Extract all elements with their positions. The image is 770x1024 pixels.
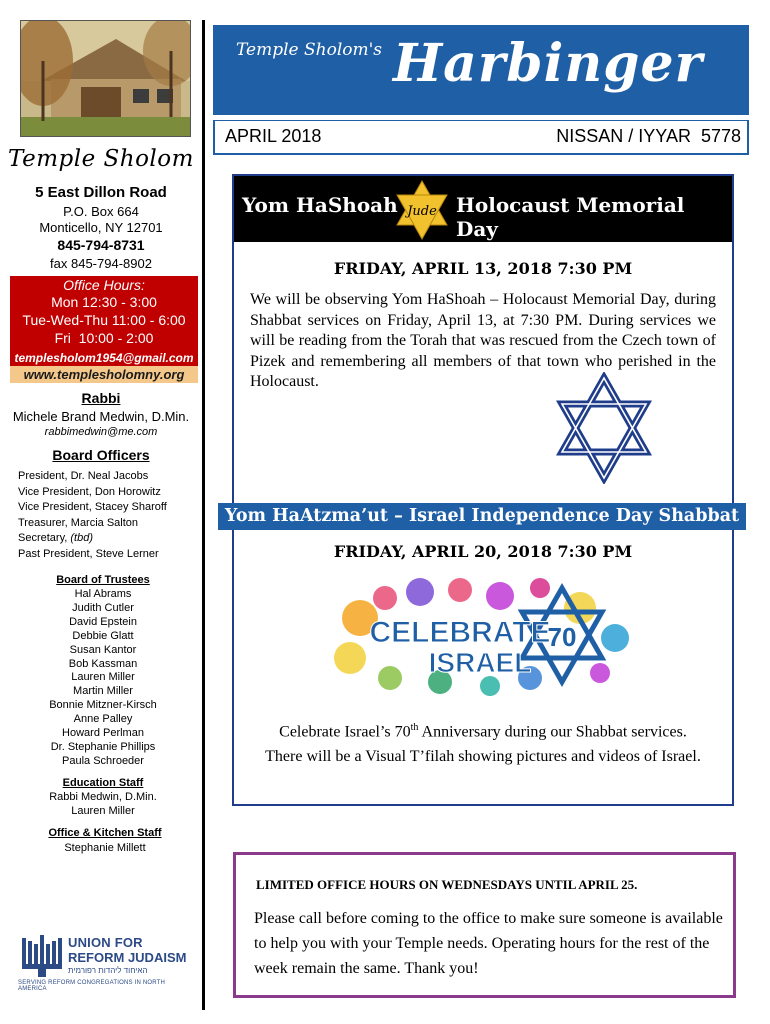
officer-item: Past President, Steve Lerner: [18, 547, 159, 560]
urj-logo-tagline: SERVING REFORM CONGREGATIONS IN NORTH AMERICA: [18, 980, 166, 992]
rabbi-heading: Rabbi: [81, 390, 121, 406]
officer-item: Secretary,: [18, 532, 71, 544]
board-officers-heading: Board Officers: [52, 447, 150, 463]
masthead-subtitle: Temple Sholom's: [236, 40, 383, 60]
address-po-box: P.O. Box 664: [63, 204, 139, 219]
urj-logo-line2: REFORM JUDAISM: [68, 950, 187, 965]
masthead: [213, 25, 749, 115]
urj-logo-hebrew: האיחוד ליהדות רפורמית: [68, 966, 148, 975]
fax-number: fax 845-794-8902: [50, 256, 152, 271]
officer-item-secretary: [18, 531, 200, 547]
yom-haatzmaut-body1-sup: th: [410, 722, 419, 733]
yellow-star-text: Jude: [407, 204, 437, 219]
office-kitchen-staff-list: [0, 842, 210, 854]
office-hours-line: Mon 12:30 - 3:00: [51, 294, 157, 310]
education-staff-heading: Education Staff: [62, 777, 144, 789]
website-link[interactable]: www.templesholomny.org: [10, 366, 198, 383]
yom-haatzmaut-body1-b: Anniversary during our Shabbat services.: [418, 723, 687, 741]
temple-name: Temple Sholom: [8, 146, 194, 172]
secretary-note: (tbd): [70, 532, 93, 544]
address-city: Monticello, NY 12701: [39, 220, 163, 235]
issue-month: APRIL 2018: [225, 126, 322, 146]
notice-body: Please call before coming to the office to make sure someone is available to help you with your Temple needs. Operating hours for the rest of the week remain the same. Thank you!: [254, 910, 723, 977]
trustee-item: Hal Abrams: [74, 588, 132, 600]
issue-date-bar: [213, 120, 749, 155]
rabbi-email[interactable]: rabbimedwin@me.com: [44, 426, 158, 438]
yom-haatzmaut-date: FRIDAY, APRIL 20, 2018 7:30 PM: [333, 542, 633, 561]
yom-haatzmaut-body2: There will be a Visual T’filah showing pictures and videos of Israel.: [265, 748, 701, 765]
sidebar: [0, 0, 202, 1024]
star-of-david-icon: [554, 372, 654, 484]
board-officers-list: [18, 469, 200, 562]
celebrate-logo-number: 70: [547, 622, 577, 652]
events-box: [232, 174, 734, 806]
office-hours-line: Tue-Wed-Thu 11:00 - 6:00: [22, 312, 186, 328]
yom-haatzmaut-banner: Yom HaAtzma’ut – Israel Independence Day Shabbat: [218, 503, 746, 530]
email-link[interactable]: templesholom1954@gmail.com: [10, 350, 198, 367]
celebrate-logo-line1: CELEBRATE: [369, 616, 551, 649]
trustee-item: Judith Cutler: [72, 601, 134, 614]
yom-hashoah-body: We will be observing Yom HaShoah – Holocaust Memorial Day, during Shabbat services on Friday, April 13, at 7:30 PM. During services we will be reading from the Torah that was rescued from the Czech town of Pizek and remembering all members of that town who perished in the Holocaust.: [250, 291, 716, 390]
trustee-item: Howard Perlman: [62, 727, 144, 740]
staff-item: Rabbi Medwin, D.Min.: [49, 791, 157, 803]
office-hours-box: [10, 276, 198, 352]
menorah-icon: [18, 932, 64, 978]
rabbi-name: Michele Brand Medwin, D.Min.: [12, 409, 190, 424]
yom-hashoah-banner-left: Yom HaShoah: [242, 193, 398, 217]
masthead-title: Harbinger: [393, 33, 703, 94]
address-street: 5 East Dillon Road: [35, 184, 167, 201]
officer-item: Treasurer, Marcia Salton: [18, 516, 139, 529]
officer-item: Vice President, Stacey Sharoff: [18, 501, 167, 513]
office-kitchen-staff-heading: Office & Kitchen Staff: [48, 827, 162, 839]
trustee-item: Lauren Miller: [71, 671, 135, 684]
officer-item: President, Dr. Neal Jacobs: [18, 470, 149, 482]
trustees-list: [0, 588, 206, 769]
trustee-item: Bob Kassman: [68, 657, 138, 670]
staff-item: Stephanie Millett: [64, 842, 146, 854]
trustee-item: Bonnie Mitzner-Kirsch: [49, 699, 157, 712]
office-hours-line: Fri 10:00 - 2:00: [54, 330, 154, 346]
celebrate-logo-line2: ISRAEL: [428, 647, 532, 678]
notice-heading: LIMITED OFFICE HOURS ON WEDNESDAYS UNTIL APRIL 25.: [256, 877, 638, 892]
trustee-item: Susan Kantor: [69, 643, 137, 656]
education-staff-list: [0, 791, 206, 818]
column-divider: [202, 20, 205, 1010]
yom-haatzmaut-body1: [232, 722, 734, 741]
urj-logo-line1: UNION FOR: [68, 935, 143, 950]
yellow-star-icon: [391, 179, 453, 241]
officer-item: Vice President, Don Horowitz: [18, 485, 161, 498]
trustees-heading: Board of Trustees: [56, 574, 150, 586]
yom-haatzmaut-body1-a: Celebrate Israel’s 70: [279, 723, 411, 741]
staff-item: Lauren Miller: [71, 804, 135, 817]
office-hours-title: Office Hours:: [63, 277, 145, 293]
yom-hashoah-date: FRIDAY, APRIL 13, 2018 7:30 PM: [333, 259, 633, 278]
yom-hashoah-banner-right: Holocaust Memorial Day: [456, 193, 685, 241]
trustee-item: Paula Schroeder: [62, 754, 144, 767]
trustee-item: Dr. Stephanie Phillips: [50, 740, 156, 753]
urj-logo: [18, 932, 194, 990]
celebrate-israel-logo: [330, 578, 635, 696]
yom-hashoah-banner: [234, 176, 732, 242]
trustee-item: Martin Miller: [73, 685, 133, 698]
trustee-item: David Epstein: [69, 615, 137, 628]
office-hours-notice: [233, 852, 736, 998]
trustee-item: Debbie Glatt: [72, 629, 134, 642]
hebrew-month: NISSAN / IYYAR 5778: [556, 126, 741, 146]
trustee-item: Anne Palley: [73, 713, 133, 726]
phone-number: 845-794-8731: [57, 237, 145, 253]
temple-building-photo: [20, 20, 191, 137]
